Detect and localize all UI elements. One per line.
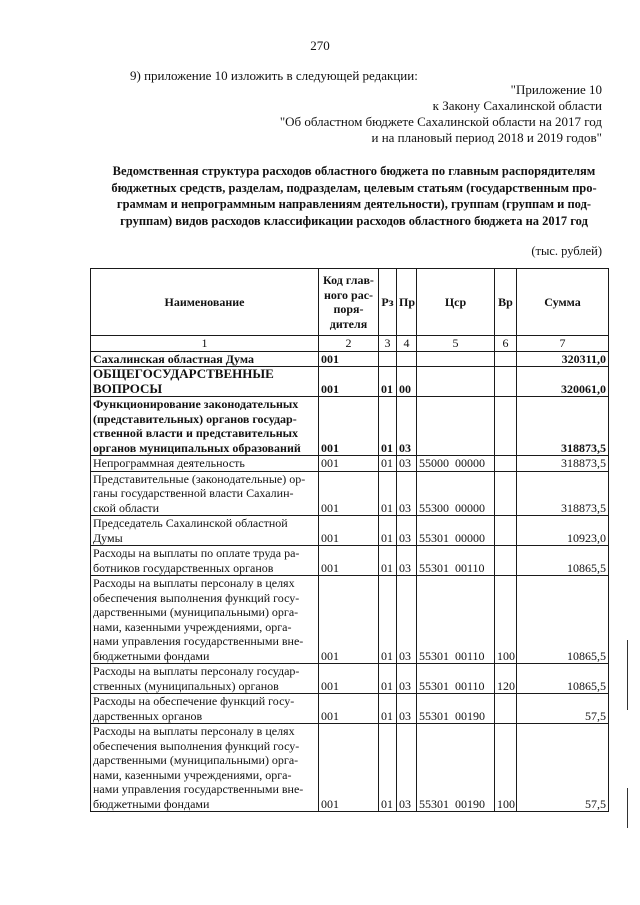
cell-name-line: Расходы на выплаты персоналу в целях [93,724,295,738]
title-line: бюджетных средств, разделам, подразделам, целевым статьям (государственным про- [111,180,597,195]
cell-name-line: ской области [93,500,160,515]
cell-name-line: нами, казенными учреждениями, орга- [93,767,292,782]
cell-rz: 01 [379,546,397,576]
cell-sum: 57,5 [517,694,609,724]
cell-sum: 320311,0 [517,351,609,367]
title-line: группам) видов расходов классификации расходов областного бюджета на 2017 год [120,213,588,228]
table-row [91,576,609,664]
cell-name-line: бюджетными фондами [93,796,210,811]
appendix-line: "Об областном бюджете Сахалинской области на 2017 год [279,114,602,129]
cell-name-line: Расходы на выплаты персоналу в целях [93,576,295,590]
cell-name-line: Функционирование законодательных [93,397,299,411]
cell-rz: 01 [379,516,397,546]
cell-csr [417,367,495,397]
cell-rz: 01 [379,456,397,472]
table-row [91,664,609,694]
appendix-line: "Приложение 10 [510,82,602,97]
table-row [91,516,609,546]
header-csr: Цср [417,269,495,336]
table-body [91,351,609,812]
column-number: 5 [417,336,495,352]
cell-code: 001 [319,546,379,576]
cell-code: 001 [319,724,379,812]
cell-code: 001 [319,367,379,397]
cell-code: 001 [319,397,379,456]
cell-pr [397,351,417,367]
cell-csr: 55301 00110 [417,546,495,576]
cell-pr: 03 [397,456,417,472]
cell-pr: 03 [397,664,417,694]
cell-name [91,471,319,516]
cell-pr: 03 [397,694,417,724]
cell-name-line: Расходы на обеспечение функций госу- [93,694,295,708]
cell-vr [495,694,517,724]
cell-name-line: ственной власти и представительных [93,426,299,440]
title-line: Ведомственная структура расходов областного бюджета по главным распорядителям [112,164,596,178]
cell-csr: 55301 00000 [417,516,495,546]
cell-name [91,546,319,576]
table-row [91,367,609,397]
cell-name-line: дарственных органов [93,708,203,723]
cell-name-line: обеспечения выполнения функций госу- [93,590,300,605]
cell-name-line: Представительные (законодательные) ор- [93,471,306,486]
cell-vr [495,367,517,397]
header-vr: Вр [495,269,517,336]
cell-csr: 55000 00000 [417,456,495,472]
cell-rz: 01 [379,694,397,724]
cell-sum: 57,5 [517,724,609,812]
units-label: (тыс. рублей) [531,244,602,258]
cell-rz: 01 [379,397,397,456]
cell-code: 001 [319,471,379,516]
column-number: 2 [319,336,379,352]
cell-pr: 03 [397,576,417,664]
cell-rz [379,351,397,367]
cell-code: 001 [319,516,379,546]
cell-sum: 318873,5 [517,471,609,516]
header-name: Наименование [91,269,319,336]
header-code-line: дителя [329,316,368,331]
column-number: 6 [495,336,517,352]
column-number-row [91,336,609,352]
table-row [91,724,609,812]
appendix-line: к Закону Сахалинской области [432,98,602,113]
cell-name [91,576,319,664]
header-pr: Пр [397,269,417,336]
column-number: 7 [517,336,609,352]
cell-rz: 01 [379,724,397,812]
header-rz: Рз [379,269,397,336]
expenditure-table [90,268,609,812]
table-row [91,456,609,472]
title-line: граммам и непрограммным направлениям деятельности), группам (группам и под- [116,197,592,211]
column-number: 1 [91,336,319,352]
cell-vr: 120 [495,664,517,694]
table-row [91,471,609,516]
cell-code: 001 [319,664,379,694]
cell-name-line: Сахалинская областная Дума [93,351,254,366]
cell-vr [495,471,517,516]
table-row [91,694,609,724]
cell-vr [495,516,517,546]
cell-rz: 01 [379,576,397,664]
header-sum: Сумма [517,269,609,336]
cell-csr: 55301 00190 [417,724,495,812]
appendix-line: и на плановый период 2018 и 2019 годов" [371,130,602,145]
cell-name-line: ганы государственной власти Сахалин- [93,486,294,500]
cell-name [91,694,319,724]
cell-csr: 55301 00110 [417,664,495,694]
cell-name-line: дарственными (муниципальными) орга- [93,753,299,767]
cell-csr [417,397,495,456]
table-row [91,397,609,456]
cell-name-line: Непрограммная деятельность [93,456,245,470]
header-code-line: Код глав- [323,273,374,287]
cell-sum: 10865,5 [517,546,609,576]
column-number: 4 [397,336,417,352]
cell-code: 001 [319,351,379,367]
margin-mark [627,788,628,828]
appendix-reference [280,82,602,146]
cell-csr: 55300 00000 [417,471,495,516]
cell-pr: 03 [397,471,417,516]
cell-name-line: нами, казенными учреждениями, орга- [93,619,292,634]
cell-name-line: (представительных) органов государ- [93,411,297,426]
cell-name-line: органов муниципальных образований [93,440,301,455]
table-header-row [91,269,609,336]
margin-mark [627,640,628,710]
cell-name [91,351,319,367]
page-number: 270 [310,38,330,53]
cell-csr [417,351,495,367]
cell-name-line: ОБЩЕГОСУДАРСТВЕННЫЕ [93,366,274,381]
column-number: 3 [379,336,397,352]
header-code [319,269,379,336]
cell-name-line: Расходы на выплаты персоналу государ- [93,664,300,678]
cell-name-line: дарственными (муниципальными) орга- [93,605,299,619]
cell-vr [495,351,517,367]
cell-name [91,397,319,456]
cell-sum: 10865,5 [517,576,609,664]
cell-pr: 00 [397,367,417,397]
cell-name [91,664,319,694]
cell-sum: 10923,0 [517,516,609,546]
cell-sum: 320061,0 [517,367,609,397]
cell-name-line: Думы [93,530,123,545]
cell-sum: 10865,5 [517,664,609,694]
cell-vr: 100 [495,576,517,664]
cell-sum: 318873,5 [517,397,609,456]
amendment-intro: 9) приложение 10 изложить в следующей редакции: [130,68,418,83]
cell-vr [495,546,517,576]
cell-name [91,724,319,812]
cell-code: 001 [319,694,379,724]
table-row [91,351,609,367]
cell-rz: 01 [379,664,397,694]
cell-name-line: нами управления государственными вне- [93,782,304,796]
cell-pr: 03 [397,546,417,576]
cell-vr: 100 [495,724,517,812]
cell-pr: 03 [397,397,417,456]
cell-name-line: ВОПРОСЫ [93,380,163,396]
cell-name-line: Расходы на выплаты по оплате труда ра- [93,546,300,560]
cell-name [91,456,319,472]
cell-name-line: нами управления государственными вне- [93,634,304,648]
cell-pr: 03 [397,516,417,546]
table-row [91,546,609,576]
cell-name-line: бюджетными фондами [93,648,210,663]
cell-vr [495,456,517,472]
cell-csr: 55301 00110 [417,576,495,664]
cell-rz: 01 [379,471,397,516]
document-title [94,163,614,229]
cell-vr [495,397,517,456]
cell-name-line: ственных (муниципальных) органов [93,678,279,693]
cell-name [91,367,319,397]
cell-name-line: Председатель Сахалинской областной [93,516,288,530]
header-code-line: поря- [333,302,364,316]
cell-rz: 01 [379,367,397,397]
cell-sum: 318873,5 [517,456,609,472]
cell-code: 001 [319,456,379,472]
cell-name [91,516,319,546]
cell-pr: 03 [397,724,417,812]
cell-name-line: ботников государственных органов [93,560,274,575]
cell-name-line: обеспечения выполнения функций госу- [93,738,300,753]
cell-code: 001 [319,576,379,664]
header-code-line: ного рас- [323,287,374,302]
cell-csr: 55301 00190 [417,694,495,724]
